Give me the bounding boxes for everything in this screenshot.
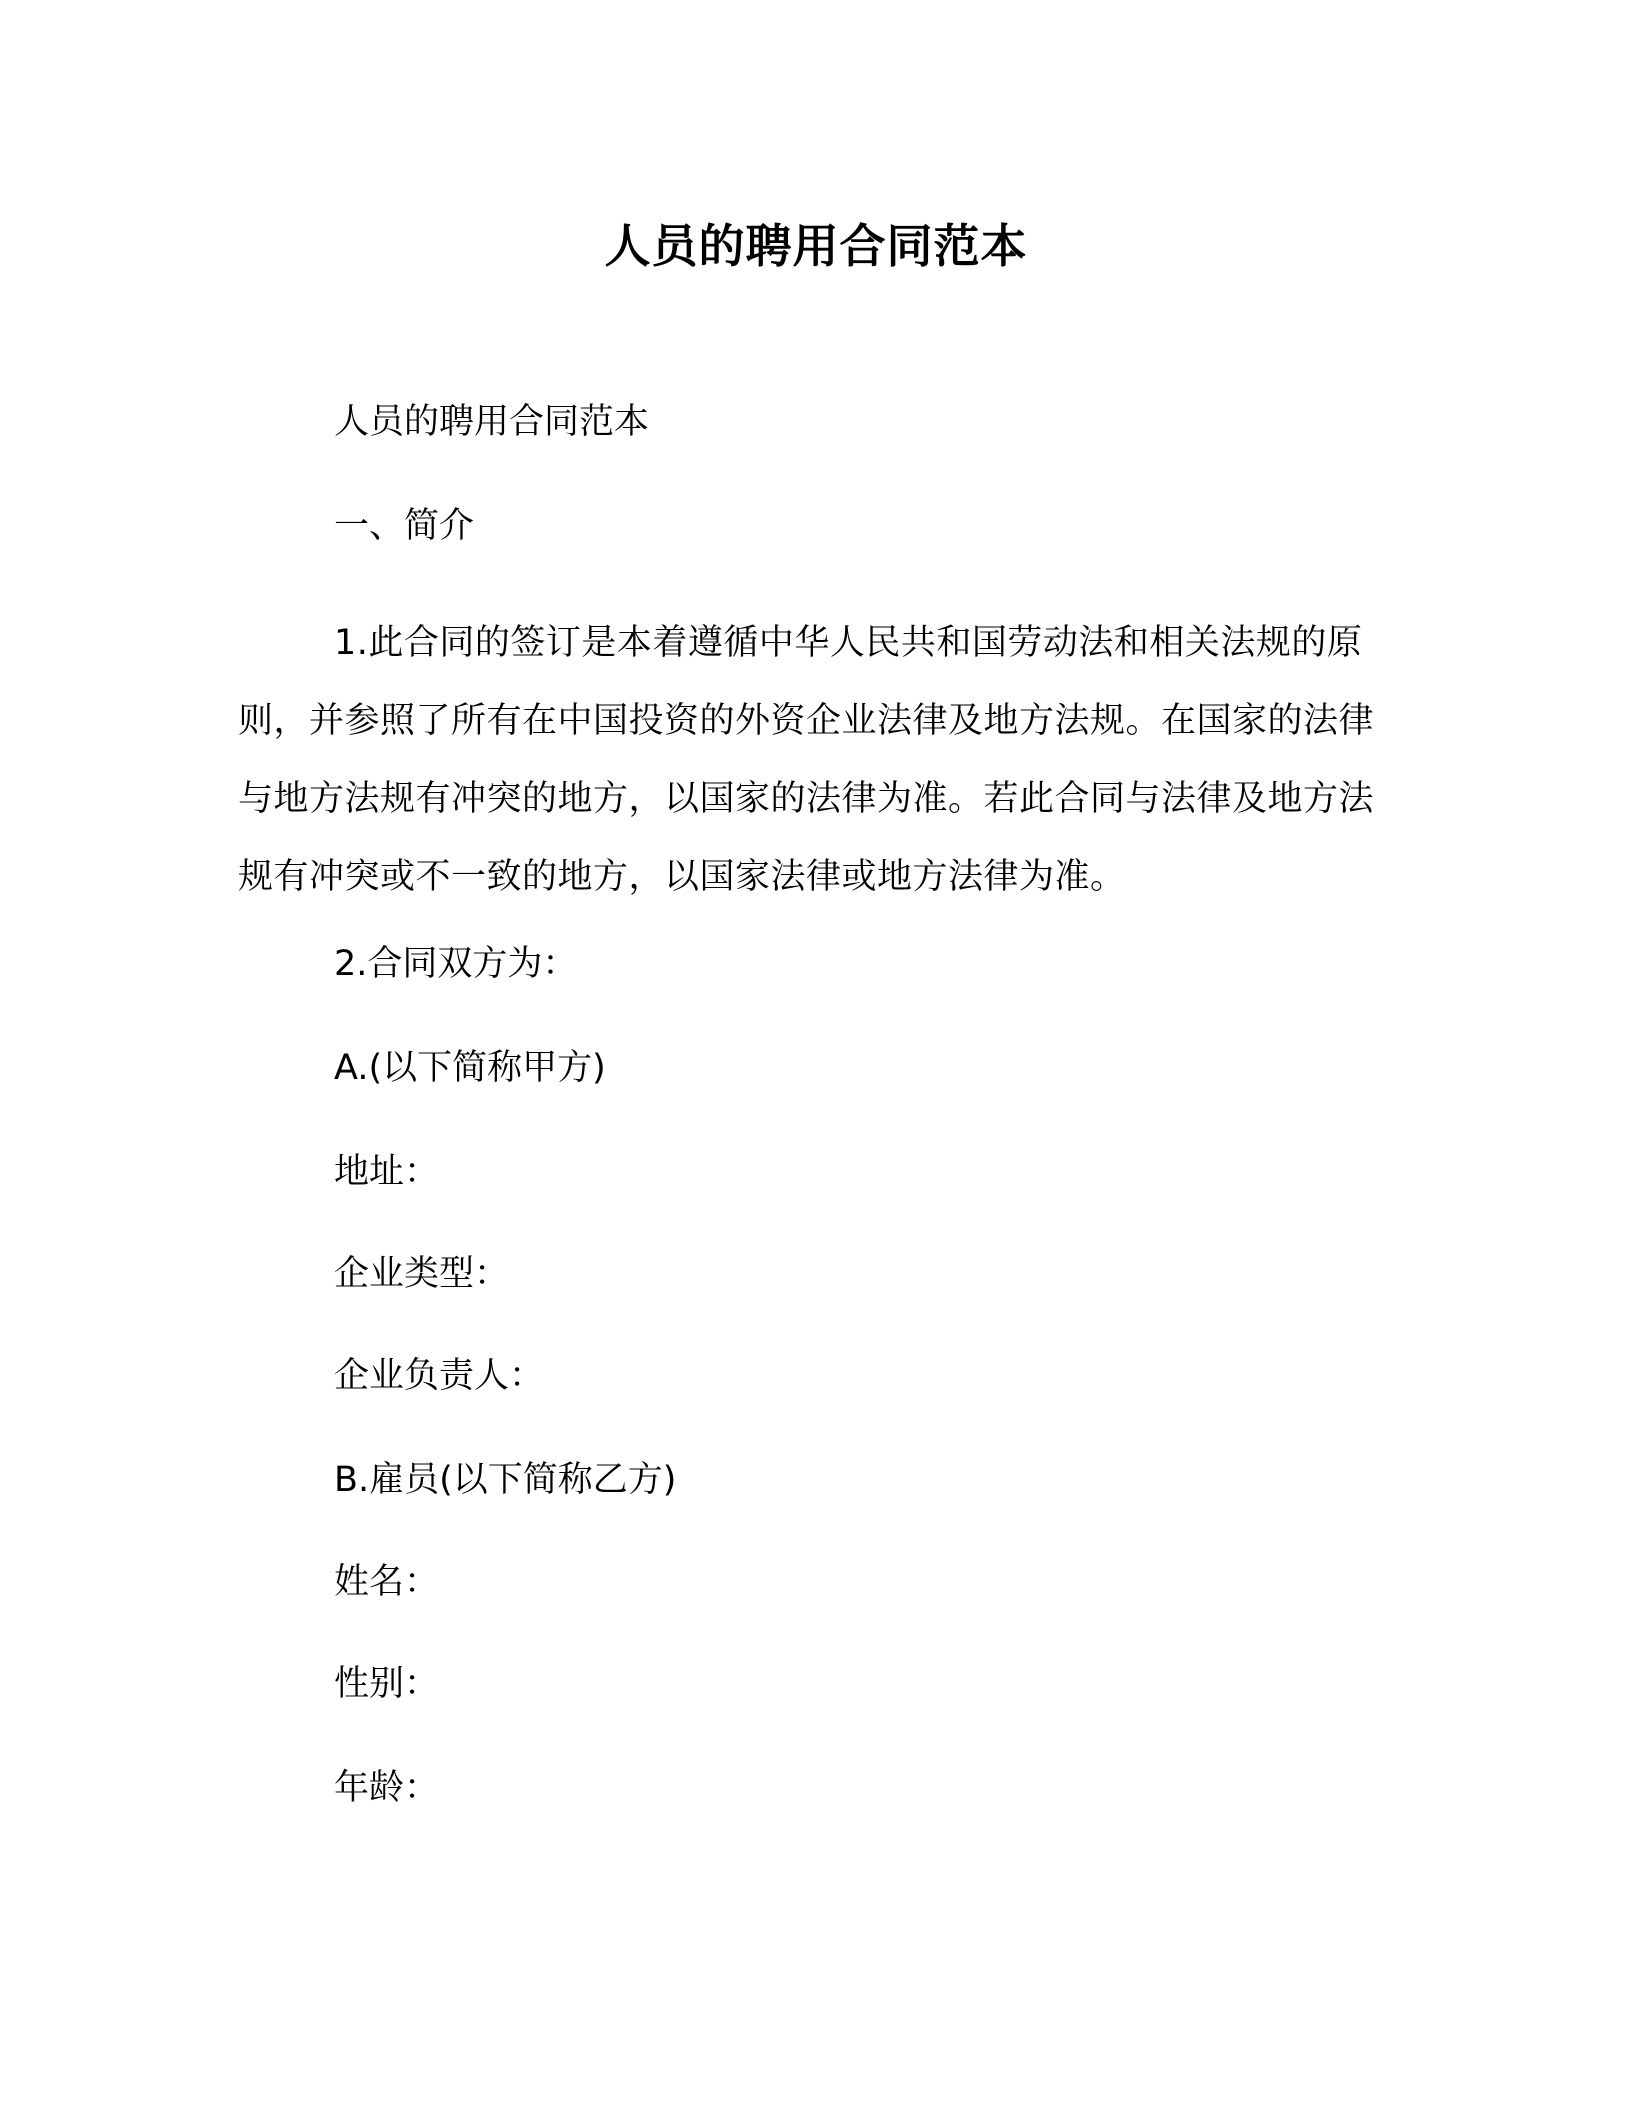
- age-label: 年龄：: [334, 1768, 440, 1808]
- address-label: 地址：: [334, 1152, 440, 1192]
- section-heading-introduction: 一、简介: [334, 506, 475, 546]
- document-title: 人员的聘用合同范本: [604, 219, 1028, 273]
- document-subtitle: 人员的聘用合同范本: [334, 402, 650, 442]
- party-b-line: B.雇员(以下简称乙方): [334, 1460, 677, 1500]
- name-label: 姓名：: [334, 1562, 440, 1602]
- party-a-line: A.(以下简称甲方): [334, 1048, 606, 1088]
- enterprise-head-label: 企业负责人：: [334, 1356, 545, 1396]
- clause-2-heading: 2.合同双方为：: [334, 944, 578, 984]
- gender-label: 性别：: [334, 1664, 440, 1704]
- clause-1-paragraph: 1.此合同的签订是本着遵循中华人民共和国劳动法和相关法规的原则，并参照了所有在中国投资的外资企业法律及地方法规。在国家的法律与地方法规有冲突的地方，以国家的法律为准。若此合同与法律及地方法规有冲突或不一致的地方，以国家法律或地方法律为准。: [238, 623, 1375, 897]
- enterprise-type-label: 企业类型：: [334, 1254, 510, 1294]
